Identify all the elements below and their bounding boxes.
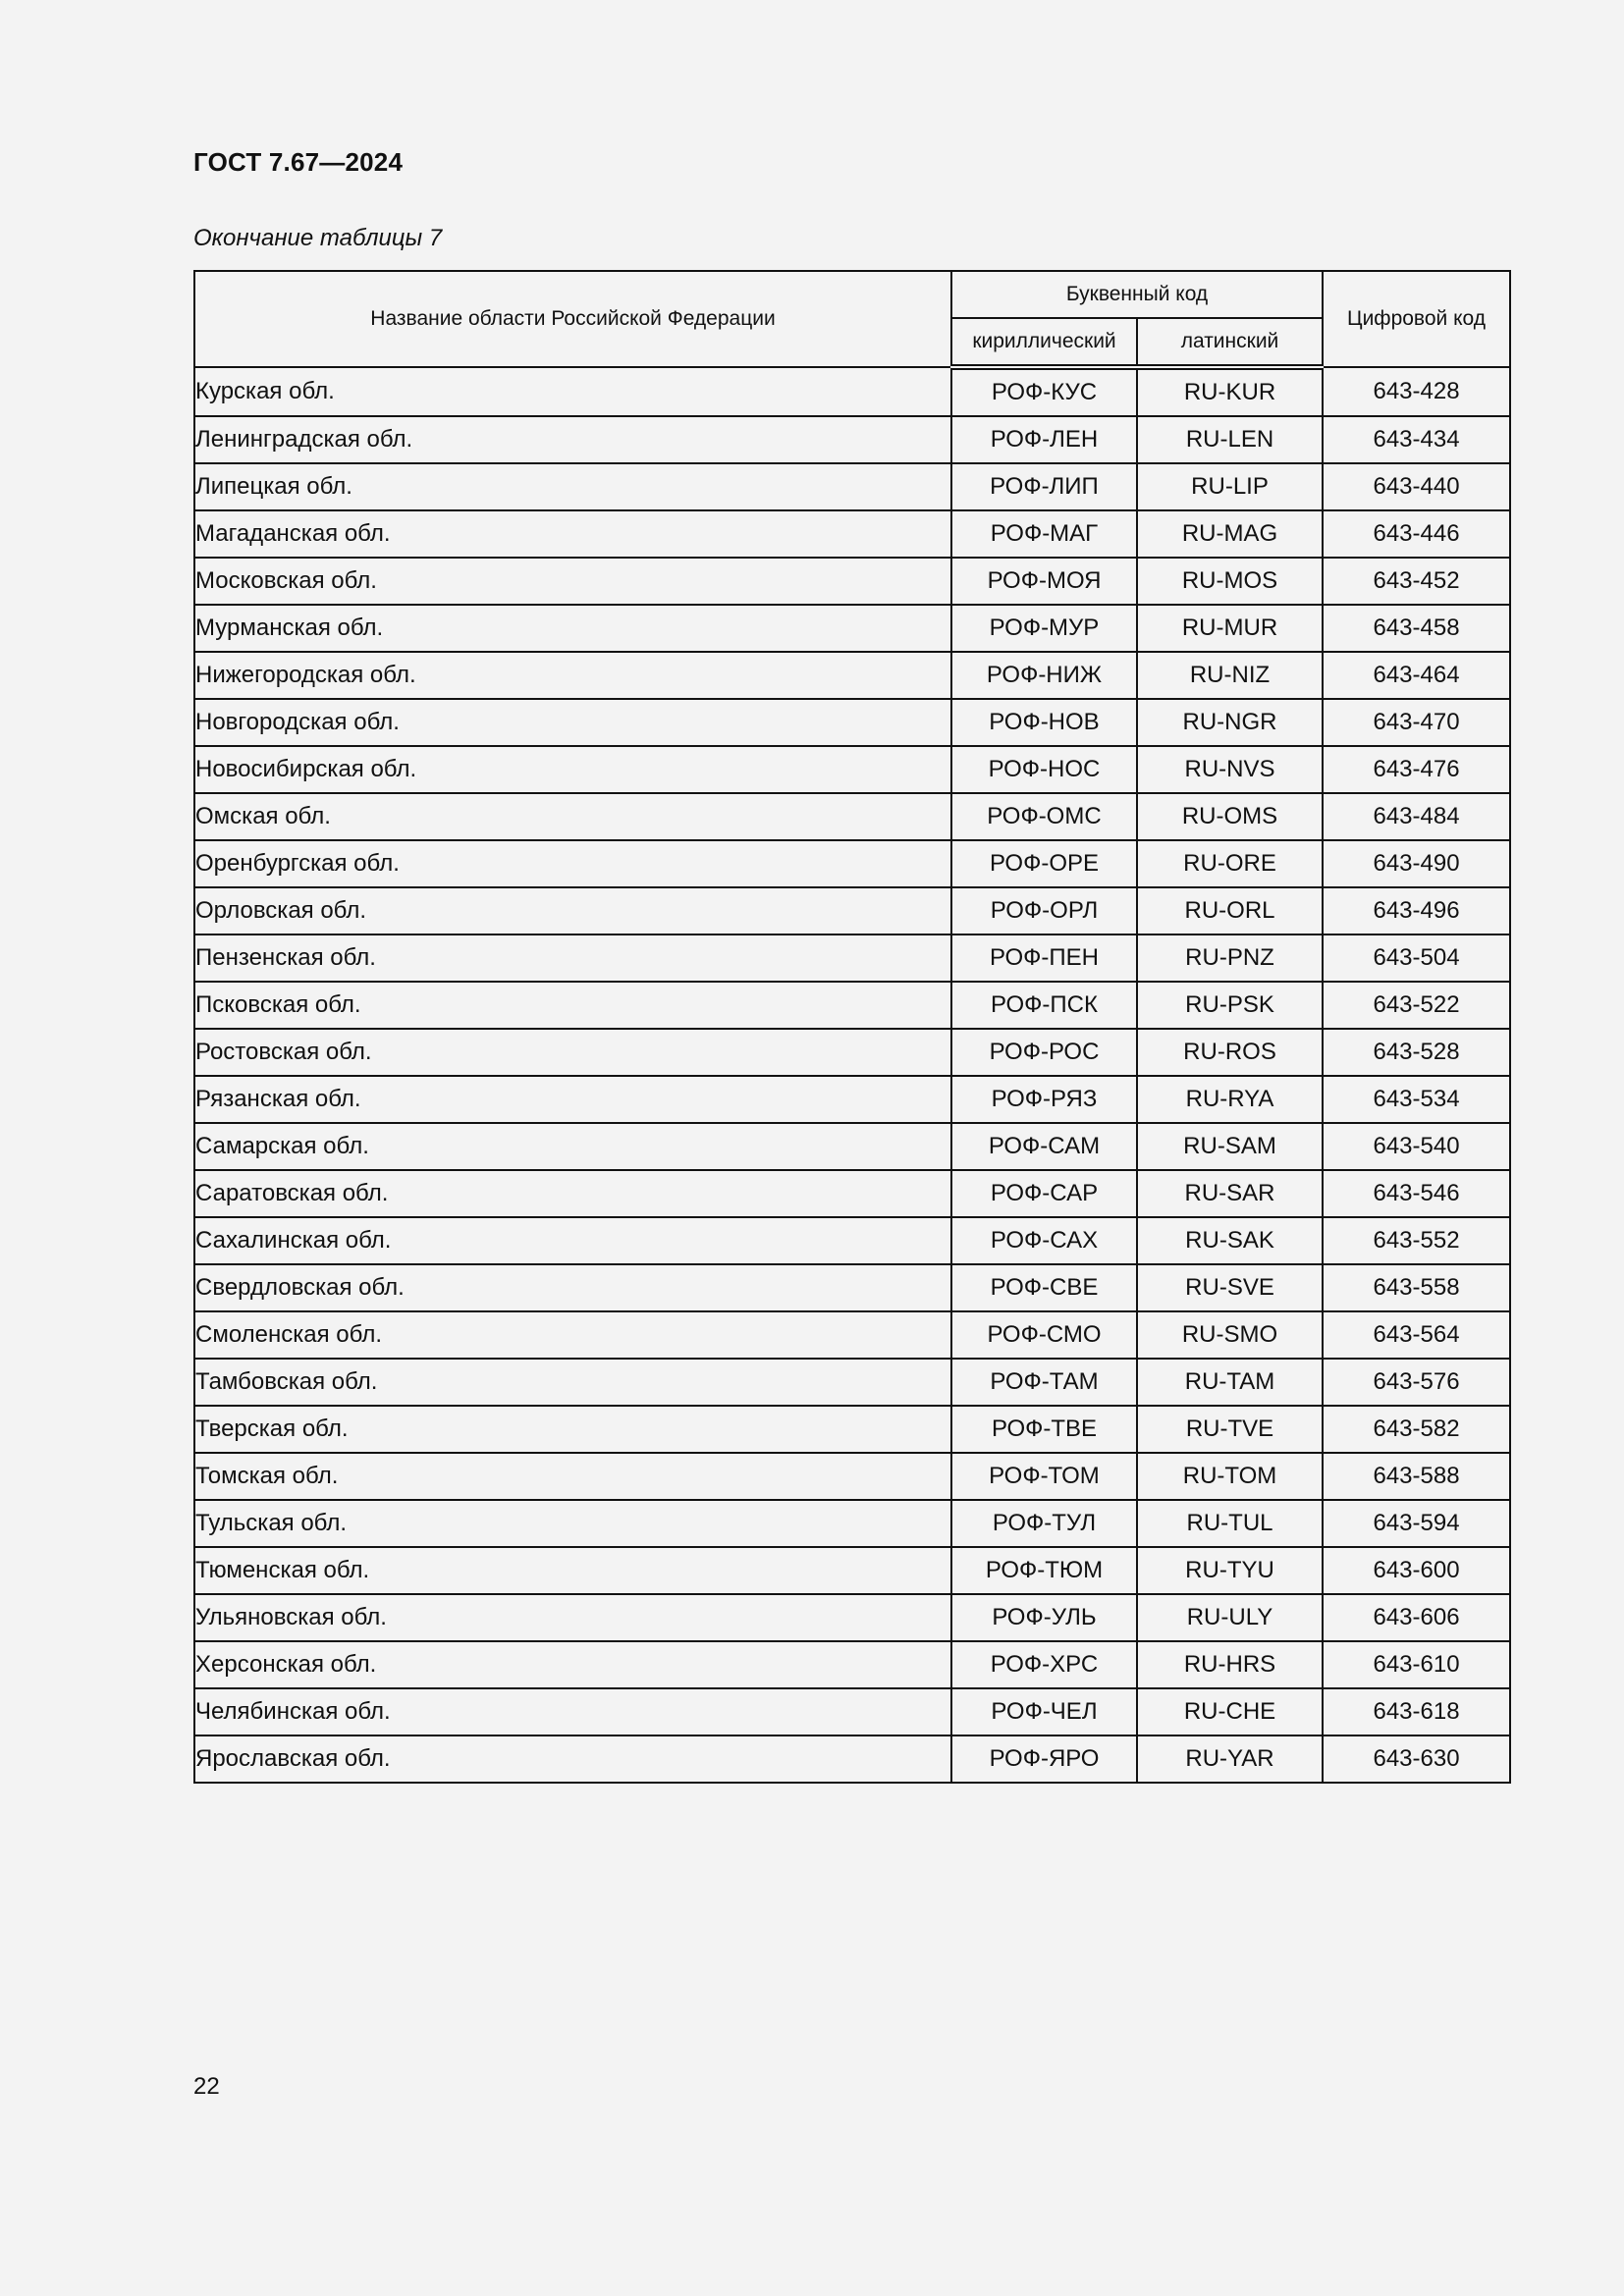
digital-code-cell: 643-528 bbox=[1323, 1029, 1510, 1076]
header-letter-code: Буквенный код bbox=[951, 271, 1323, 318]
latin-code-cell: RU-LEN bbox=[1137, 416, 1323, 463]
table-row bbox=[194, 1311, 1510, 1359]
table-row bbox=[194, 1029, 1510, 1076]
digital-code-cell: 643-476 bbox=[1323, 746, 1510, 793]
table-row bbox=[194, 934, 1510, 982]
table-row bbox=[194, 1453, 1510, 1500]
region-name-cell: Мурманская обл. bbox=[194, 605, 951, 652]
digital-code-cell: 643-496 bbox=[1323, 887, 1510, 934]
cyrillic-code-cell: РОФ-МОЯ bbox=[951, 558, 1137, 605]
latin-code-cell: RU-TYU bbox=[1137, 1547, 1323, 1594]
region-name-cell: Херсонская обл. bbox=[194, 1641, 951, 1688]
digital-code-cell: 643-576 bbox=[1323, 1359, 1510, 1406]
cyrillic-code-cell: РОФ-ТВЕ bbox=[951, 1406, 1137, 1453]
table-row bbox=[194, 887, 1510, 934]
cyrillic-code-cell: РОФ-САР bbox=[951, 1170, 1137, 1217]
table-row bbox=[194, 1500, 1510, 1547]
latin-code-cell: RU-KUR bbox=[1137, 367, 1323, 416]
cyrillic-code-cell: РОФ-МУР bbox=[951, 605, 1137, 652]
region-name-cell: Смоленская обл. bbox=[194, 1311, 951, 1359]
header-latin: латинский bbox=[1137, 318, 1323, 367]
region-name-cell: Пензенская обл. bbox=[194, 934, 951, 982]
digital-code-cell: 643-558 bbox=[1323, 1264, 1510, 1311]
latin-code-cell: RU-PNZ bbox=[1137, 934, 1323, 982]
table-row bbox=[194, 1123, 1510, 1170]
digital-code-cell: 643-540 bbox=[1323, 1123, 1510, 1170]
region-name-cell: Курская обл. bbox=[194, 367, 951, 416]
latin-code-cell: RU-SMO bbox=[1137, 1311, 1323, 1359]
latin-code-cell: RU-NVS bbox=[1137, 746, 1323, 793]
cyrillic-code-cell: РОФ-ПЕН bbox=[951, 934, 1137, 982]
region-name-cell: Саратовская обл. bbox=[194, 1170, 951, 1217]
latin-code-cell: RU-SAM bbox=[1137, 1123, 1323, 1170]
header-digital-code: Цифровой код bbox=[1323, 271, 1510, 367]
latin-code-cell: RU-MAG bbox=[1137, 510, 1323, 558]
cyrillic-code-cell: РОФ-ТУЛ bbox=[951, 1500, 1137, 1547]
latin-code-cell: RU-TAM bbox=[1137, 1359, 1323, 1406]
digital-code-cell: 643-458 bbox=[1323, 605, 1510, 652]
table-row bbox=[194, 1641, 1510, 1688]
digital-code-cell: 643-464 bbox=[1323, 652, 1510, 699]
cyrillic-code-cell: РОФ-КУС bbox=[951, 367, 1137, 416]
region-name-cell: Тамбовская обл. bbox=[194, 1359, 951, 1406]
table-row bbox=[194, 1735, 1510, 1783]
region-name-cell: Самарская обл. bbox=[194, 1123, 951, 1170]
cyrillic-code-cell: РОФ-МАГ bbox=[951, 510, 1137, 558]
table-row bbox=[194, 367, 1510, 416]
document-title: ГОСТ 7.67—2024 bbox=[193, 147, 404, 177]
region-name-cell: Московская обл. bbox=[194, 558, 951, 605]
latin-code-cell: RU-NIZ bbox=[1137, 652, 1323, 699]
digital-code-cell: 643-490 bbox=[1323, 840, 1510, 887]
digital-code-cell: 643-504 bbox=[1323, 934, 1510, 982]
latin-code-cell: RU-NGR bbox=[1137, 699, 1323, 746]
cyrillic-code-cell: РОФ-СМО bbox=[951, 1311, 1137, 1359]
table-row bbox=[194, 1406, 1510, 1453]
latin-code-cell: RU-LIP bbox=[1137, 463, 1323, 510]
region-name-cell: Ростовская обл. bbox=[194, 1029, 951, 1076]
latin-code-cell: RU-SAK bbox=[1137, 1217, 1323, 1264]
cyrillic-code-cell: РОФ-РЯЗ bbox=[951, 1076, 1137, 1123]
digital-code-cell: 643-452 bbox=[1323, 558, 1510, 605]
latin-code-cell: RU-SVE bbox=[1137, 1264, 1323, 1311]
region-name-cell: Магаданская обл. bbox=[194, 510, 951, 558]
digital-code-cell: 643-534 bbox=[1323, 1076, 1510, 1123]
digital-code-cell: 643-440 bbox=[1323, 463, 1510, 510]
latin-code-cell: RU-ULY bbox=[1137, 1594, 1323, 1641]
region-name-cell: Рязанская обл. bbox=[194, 1076, 951, 1123]
digital-code-cell: 643-564 bbox=[1323, 1311, 1510, 1359]
table-row bbox=[194, 1076, 1510, 1123]
latin-code-cell: RU-RYA bbox=[1137, 1076, 1323, 1123]
digital-code-cell: 643-484 bbox=[1323, 793, 1510, 840]
header-cyrillic: кириллический bbox=[951, 318, 1137, 367]
region-name-cell: Новосибирская обл. bbox=[194, 746, 951, 793]
latin-code-cell: RU-HRS bbox=[1137, 1641, 1323, 1688]
cyrillic-code-cell: РОФ-ЯРО bbox=[951, 1735, 1137, 1783]
latin-code-cell: RU-MUR bbox=[1137, 605, 1323, 652]
cyrillic-code-cell: РОФ-ОРЕ bbox=[951, 840, 1137, 887]
digital-code-cell: 643-630 bbox=[1323, 1735, 1510, 1783]
cyrillic-code-cell: РОФ-СВЕ bbox=[951, 1264, 1137, 1311]
region-name-cell: Орловская обл. bbox=[194, 887, 951, 934]
table-row bbox=[194, 1359, 1510, 1406]
latin-code-cell: RU-TOM bbox=[1137, 1453, 1323, 1500]
digital-code-cell: 643-552 bbox=[1323, 1217, 1510, 1264]
cyrillic-code-cell: РОФ-ОМС bbox=[951, 793, 1137, 840]
table-row bbox=[194, 510, 1510, 558]
region-name-cell: Тульская обл. bbox=[194, 1500, 951, 1547]
table-caption: Окончание таблицы 7 bbox=[193, 225, 443, 251]
region-name-cell: Тверская обл. bbox=[194, 1406, 951, 1453]
latin-code-cell: RU-PSK bbox=[1137, 982, 1323, 1029]
table-row bbox=[194, 558, 1510, 605]
region-name-cell: Челябинская обл. bbox=[194, 1688, 951, 1735]
digital-code-cell: 643-618 bbox=[1323, 1688, 1510, 1735]
cyrillic-code-cell: РОФ-ТЮМ bbox=[951, 1547, 1137, 1594]
cyrillic-code-cell: РОФ-ТОМ bbox=[951, 1453, 1137, 1500]
table-row bbox=[194, 463, 1510, 510]
regions-table bbox=[193, 270, 1511, 1784]
digital-code-cell: 643-546 bbox=[1323, 1170, 1510, 1217]
latin-code-cell: RU-SAR bbox=[1137, 1170, 1323, 1217]
region-name-cell: Тюменская обл. bbox=[194, 1547, 951, 1594]
cyrillic-code-cell: РОФ-ЛИП bbox=[951, 463, 1137, 510]
region-name-cell: Ярославская обл. bbox=[194, 1735, 951, 1783]
table-row bbox=[194, 746, 1510, 793]
latin-code-cell: RU-ROS bbox=[1137, 1029, 1323, 1076]
region-name-cell: Псковская обл. bbox=[194, 982, 951, 1029]
digital-code-cell: 643-594 bbox=[1323, 1500, 1510, 1547]
cyrillic-code-cell: РОФ-ХРС bbox=[951, 1641, 1137, 1688]
table-row bbox=[194, 1594, 1510, 1641]
cyrillic-code-cell: РОФ-ПСК bbox=[951, 982, 1137, 1029]
digital-code-cell: 643-582 bbox=[1323, 1406, 1510, 1453]
table-row bbox=[194, 1547, 1510, 1594]
cyrillic-code-cell: РОФ-ЧЕЛ bbox=[951, 1688, 1137, 1735]
table-row bbox=[194, 840, 1510, 887]
digital-code-cell: 643-522 bbox=[1323, 982, 1510, 1029]
table-row bbox=[194, 793, 1510, 840]
digital-code-cell: 643-446 bbox=[1323, 510, 1510, 558]
table-row bbox=[194, 982, 1510, 1029]
header-region-name: Название области Российской Федерации bbox=[194, 271, 951, 367]
table-row bbox=[194, 1170, 1510, 1217]
region-name-cell: Свердловская обл. bbox=[194, 1264, 951, 1311]
digital-code-cell: 643-600 bbox=[1323, 1547, 1510, 1594]
cyrillic-code-cell: РОФ-ОРЛ bbox=[951, 887, 1137, 934]
cyrillic-code-cell: РОФ-РОС bbox=[951, 1029, 1137, 1076]
table-row bbox=[194, 605, 1510, 652]
region-name-cell: Томская обл. bbox=[194, 1453, 951, 1500]
table-row bbox=[194, 652, 1510, 699]
latin-code-cell: RU-MOS bbox=[1137, 558, 1323, 605]
table-row bbox=[194, 416, 1510, 463]
region-name-cell: Оренбургская обл. bbox=[194, 840, 951, 887]
cyrillic-code-cell: РОФ-НОС bbox=[951, 746, 1137, 793]
region-name-cell: Сахалинская обл. bbox=[194, 1217, 951, 1264]
region-name-cell: Липецкая обл. bbox=[194, 463, 951, 510]
cyrillic-code-cell: РОФ-НОВ bbox=[951, 699, 1137, 746]
table-row bbox=[194, 699, 1510, 746]
cyrillic-code-cell: РОФ-ТАМ bbox=[951, 1359, 1137, 1406]
digital-code-cell: 643-606 bbox=[1323, 1594, 1510, 1641]
latin-code-cell: RU-ORL bbox=[1137, 887, 1323, 934]
latin-code-cell: RU-TUL bbox=[1137, 1500, 1323, 1547]
region-name-cell: Ульяновская обл. bbox=[194, 1594, 951, 1641]
digital-code-cell: 643-434 bbox=[1323, 416, 1510, 463]
digital-code-cell: 643-428 bbox=[1323, 367, 1510, 416]
table-body bbox=[194, 367, 1510, 1783]
region-name-cell: Новгородская обл. bbox=[194, 699, 951, 746]
cyrillic-code-cell: РОФ-ЛЕН bbox=[951, 416, 1137, 463]
cyrillic-code-cell: РОФ-САМ bbox=[951, 1123, 1137, 1170]
page-number: 22 bbox=[193, 2073, 220, 2100]
table-row bbox=[194, 1264, 1510, 1311]
latin-code-cell: RU-ORE bbox=[1137, 840, 1323, 887]
cyrillic-code-cell: РОФ-УЛЬ bbox=[951, 1594, 1137, 1641]
region-name-cell: Ленинградская обл. bbox=[194, 416, 951, 463]
latin-code-cell: RU-CHE bbox=[1137, 1688, 1323, 1735]
region-name-cell: Омская обл. bbox=[194, 793, 951, 840]
latin-code-cell: RU-TVE bbox=[1137, 1406, 1323, 1453]
table-row bbox=[194, 1688, 1510, 1735]
table-row bbox=[194, 1217, 1510, 1264]
digital-code-cell: 643-610 bbox=[1323, 1641, 1510, 1688]
cyrillic-code-cell: РОФ-САХ bbox=[951, 1217, 1137, 1264]
digital-code-cell: 643-588 bbox=[1323, 1453, 1510, 1500]
region-name-cell: Нижегородская обл. bbox=[194, 652, 951, 699]
digital-code-cell: 643-470 bbox=[1323, 699, 1510, 746]
cyrillic-code-cell: РОФ-НИЖ bbox=[951, 652, 1137, 699]
latin-code-cell: RU-YAR bbox=[1137, 1735, 1323, 1783]
latin-code-cell: RU-OMS bbox=[1137, 793, 1323, 840]
